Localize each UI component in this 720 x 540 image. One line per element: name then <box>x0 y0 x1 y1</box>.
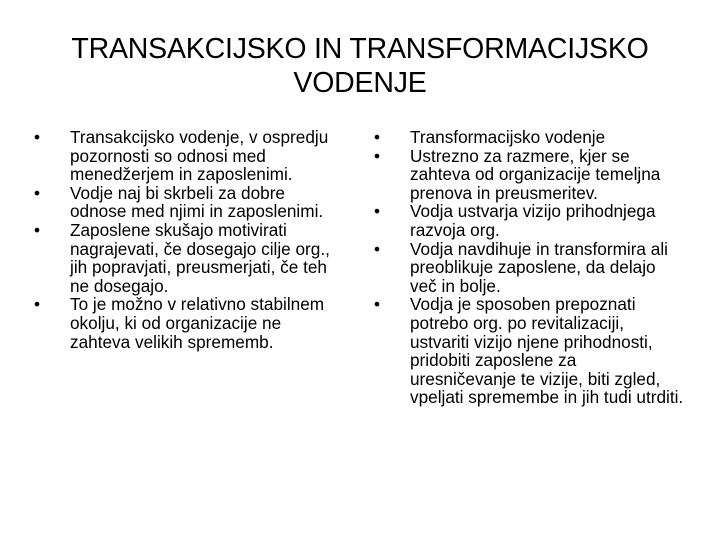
slide-title-line-1: TRANSAKCIJSKO IN TRANSFORMACIJSKO <box>71 33 649 65</box>
left-bullet-item <box>34 128 346 184</box>
bullet-icon: • <box>34 219 41 240</box>
slide-title-line-2: VODENJE <box>293 67 427 99</box>
right-bullet-text: Vodja je sposoben prepoznati potrebo org. po revitalizaciji, ustvariti vizijo njene prihodnosti, pridobiti zaposlene za uresničevanje te vizije, biti zgled, vpeljati spremembe in jih tudi utrditi. <box>410 294 684 408</box>
right-bullet-text: Vodja navdihuje in transformira ali preoblikuje zaposlene, da delajo več in bolje. <box>410 238 668 296</box>
left-bullet-item <box>34 295 346 351</box>
left-bullet-text: Zaposlene skušajo motivirati nagrajevati, če dosegajo cilje org., jih popravjati, preusmerjati, če teh ne dosegajo. <box>70 219 330 296</box>
right-bullet-text: Transformacijsko vodenje <box>410 127 606 147</box>
right-bullet-item <box>374 240 686 296</box>
right-bullet-item <box>374 147 686 203</box>
left-bullet-text: Transakcijsko vodenje, v ospredju pozornosti so odnosi med menedžerjem in zaposlenimi. <box>70 127 329 185</box>
bullet-icon: • <box>374 127 381 147</box>
bullet-icon: • <box>374 294 381 315</box>
right-bullet-item <box>374 295 686 407</box>
bullet-icon: • <box>34 294 41 315</box>
right-bullet-item <box>374 128 686 147</box>
left-bullet-item <box>34 221 346 295</box>
slide-title <box>40 32 680 100</box>
right-bullet-text: Ustrezno za razmere, kjer se zahteva od organizacije temeljna prenova in preusmeritev. <box>410 145 661 203</box>
right-bullet-list <box>374 128 686 407</box>
right-bullet-text: Vodja ustvarja vizijo prihodnjega razvoja org. <box>410 201 656 240</box>
right-bullet-item <box>374 202 686 239</box>
bullet-icon: • <box>374 201 381 222</box>
left-bullet-item <box>34 184 346 221</box>
left-bullet-list <box>34 128 346 351</box>
bullet-icon: • <box>374 238 381 259</box>
left-bullet-text: Vodje naj bi skrbeli za dobre odnose med njimi in zaposlenimi. <box>70 182 324 222</box>
bullet-icon: • <box>34 127 41 147</box>
left-bullet-text: To je možno v relativno stabilnem okolju, ki od organizacije ne zahteva velikih sprememb. <box>70 294 325 352</box>
bullet-icon: • <box>374 145 381 166</box>
bullet-icon: • <box>34 182 41 203</box>
